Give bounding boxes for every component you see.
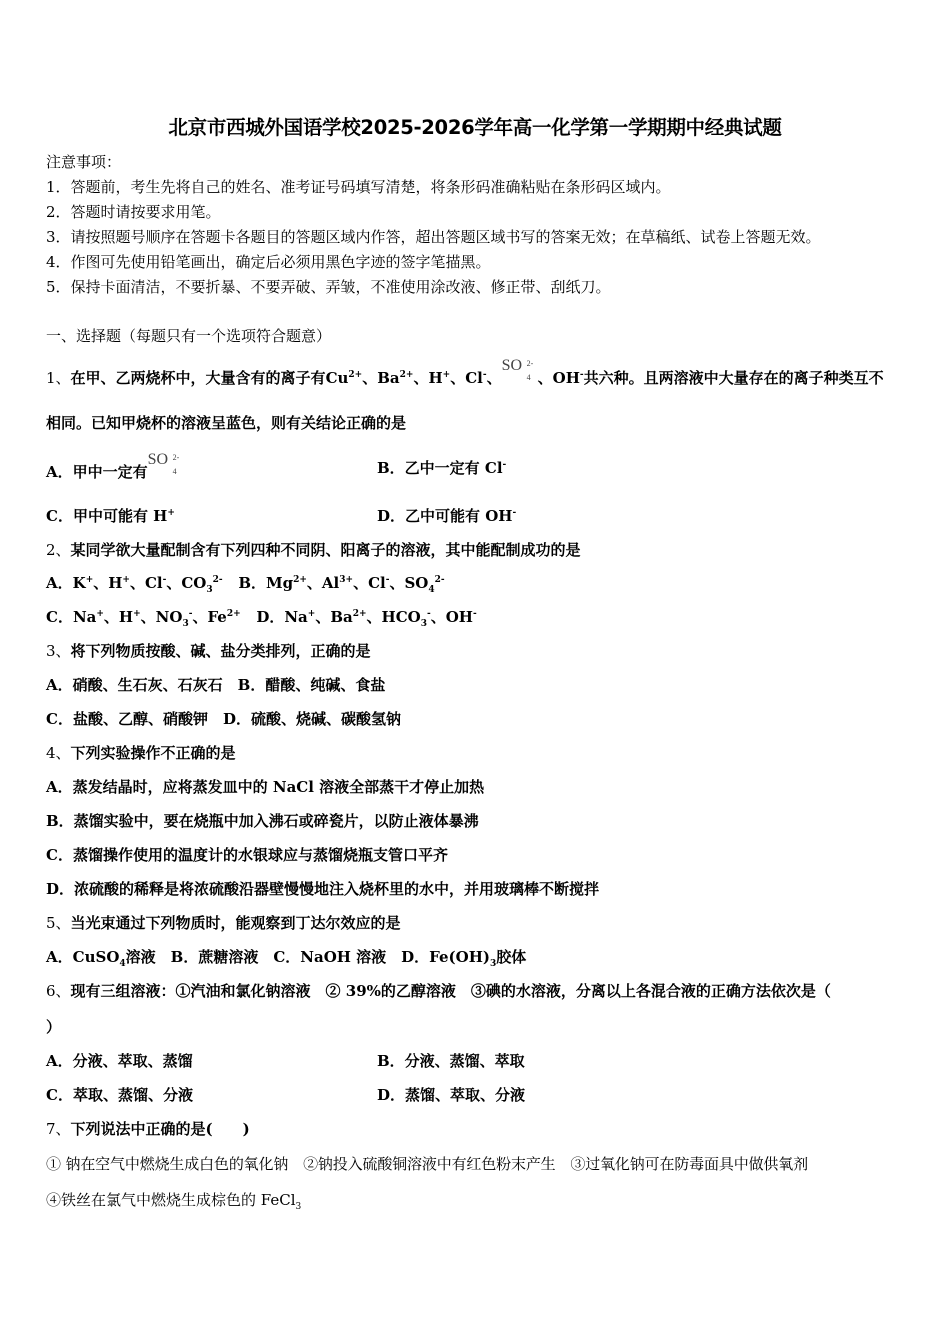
- option-6-C: C．萃取、蒸馏、分液: [46, 1086, 193, 1104]
- option-1-C: C．甲中可能有 H+: [46, 507, 175, 525]
- question-1-stem: 1、在甲、乙两烧杯中，大量含有的离子有$Cu^{2+}$、$Ba^{2+}$、H+、Cl-、 SO 2- 4 、OH-共六种。且两溶液中大量存在的离子种类互不: [46, 357, 884, 387]
- option-6-D: D．蒸馏、萃取、分液: [377, 1086, 526, 1104]
- question-number: 1、: [46, 369, 71, 387]
- question-6-stem-cont: ）: [46, 1018, 62, 1036]
- option-1-D: D．乙中可能有 OH-: [377, 507, 517, 525]
- option-5-ABCD: A．CuSO$_4$溶液 B．蔗糖溶液 C．NaOH 溶液 D．$Fe(OH)_3$胶体: [46, 948, 527, 969]
- option-1-A: A．甲中一定有 SO 2- 4: [46, 457, 184, 483]
- sulfate-formula: SO 2- 4: [147, 451, 180, 476]
- sulfate-formula: SO 2- 4: [501, 357, 534, 382]
- question-7-statements: ① 钠在空气中燃烧生成白色的氧化钠 ②钠投入硫酸铜溶液中有红色粉末产生 ③过氧化钠可在防毒面具中做供氧剂: [46, 1155, 808, 1173]
- option-4-C: C．蒸馏操作使用的温度计的水银球应与蒸馏烧瓶支管口平齐: [46, 846, 448, 864]
- question-7-statement-4: ④铁丝在氯气中燃烧生成棕色的 FeCl$_3$: [46, 1191, 302, 1212]
- section-heading: 一、选择题（每题只有一个选项符合题意）: [46, 327, 332, 345]
- question-6-stem: 6、现有三组溶液：①汽油和氯化钠溶液 ② 39%的乙醇溶液 ③碘的水溶液，分离以上各混合液的正确方法依次是（: [46, 982, 831, 1000]
- question-1-stem-cont: 相同。已知甲烧杯的溶液呈蓝色，则有关结论正确的是: [46, 414, 407, 432]
- option-4-A: A．蒸发结晶时，应将蒸发皿中的 NaCl 溶液全部蒸干才停止加热: [46, 778, 485, 796]
- option-4-B: B．蒸馏实验中，要在烧瓶中加入沸石或碎瓷片，以防止液体暴沸: [46, 812, 479, 830]
- notice-item-5: 5．保持卡面清洁，不要折暴、不要弄破、弄皱，不准使用涂改液、修正带、刮纸刀。: [46, 278, 611, 296]
- question-7-stem: 7、下列说法中正确的是( ): [46, 1120, 250, 1138]
- option-2-AB: A．K+、H+、Cl-、$CO_3^{2-}$ B．$Mg^{2+}$、$Al^{3+}$、Cl-、$SO_4^{2-}$: [46, 574, 445, 595]
- page-title: 北京市西城外国语学校2025-2026学年高一化学第一学期期中经典试题: [168, 116, 782, 139]
- notice-heading: 注意事项：: [46, 153, 122, 171]
- question-4-stem: 4、下列实验操作不正确的是: [46, 744, 236, 762]
- option-4-D: D．浓硫酸的稀释是将浓硫酸沿器壁慢慢地注入烧杯里的水中，并用玻璃棒不断搅拌: [46, 880, 600, 898]
- option-3-CD: C．盐酸、乙醇、硝酸钾 D．硫酸、烧碱、碳酸氢钠: [46, 710, 401, 728]
- question-3-stem: 3、将下列物质按酸、碱、盐分类排列，正确的是: [46, 642, 371, 660]
- question-2-stem: 2、某同学欲大量配制含有下列四种不同阴、阳离子的溶液，其中能配制成功的是: [46, 541, 581, 559]
- question-5-stem: 5、当光束通过下列物质时，能观察到丁达尔效应的是: [46, 914, 401, 932]
- option-6-B: B．分液、蒸馏、萃取: [377, 1052, 525, 1070]
- option-3-AB: A．硝酸、生石灰、石灰石 B．醋酸、纯碱、食盐: [46, 676, 386, 694]
- option-1-B: B．乙中一定有 Cl-: [377, 459, 507, 477]
- notice-item-3: 3．请按照题号顺序在答题卡各题目的答题区域内作答，超出答题区域书写的答案无效；在草稿纸、试卷上答题无效。: [46, 228, 821, 246]
- option-2-CD: C．Na+、H+、$NO_3^-$、$Fe^{2+}$ D．Na+、$Ba^{2+}$、$HCO_3^-$、OH-: [46, 608, 477, 629]
- notice-item-4: 4．作图可先使用铅笔画出，确定后必须用黑色字迹的签字笔描黑。: [46, 253, 491, 271]
- notice-item-2: 2．答题时请按要求用笔。: [46, 203, 221, 221]
- option-6-A: A．分液、萃取、蒸馏: [46, 1052, 193, 1070]
- notice-item-1: 1．答题前，考生先将自己的姓名、准考证号码填写清楚，将条形码准确粘贴在条形码区域内。: [46, 178, 671, 196]
